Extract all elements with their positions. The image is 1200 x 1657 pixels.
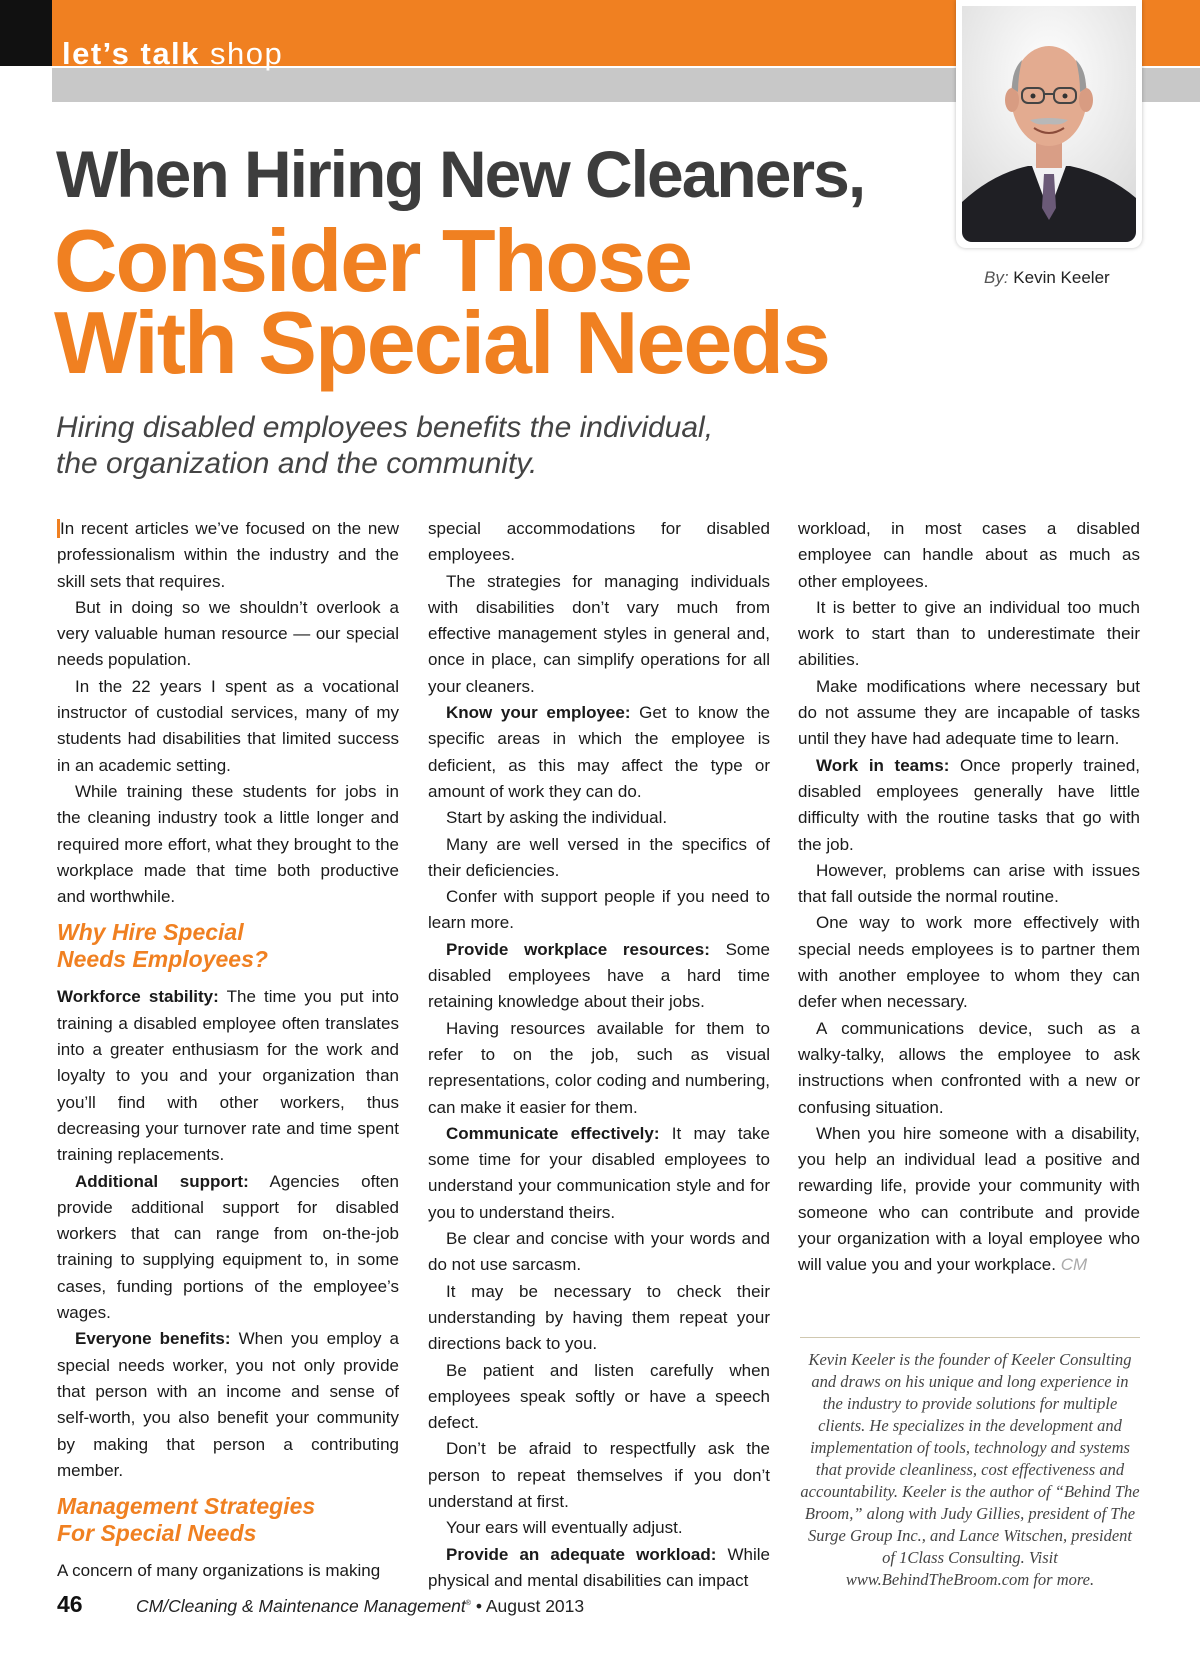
paragraph: In recent articles we’ve focused on the new professionalism within the industry and the skill sets that requires.	[57, 519, 399, 591]
header-orange-bar-right	[1142, 0, 1200, 66]
section-label: let’s talk shop	[62, 36, 284, 71]
paragraph: Start by asking the individual.	[446, 808, 668, 828]
paragraph: Your ears will eventually adjust.	[446, 1518, 683, 1538]
paragraph: In the 22 years I spent as a vocational instructor of custodial services, many of my students had disabilities that limited success in an academic setting.	[57, 676, 399, 775]
footer-publication: CM/Cleaning & Maintenance Management® • August 2013	[136, 1596, 585, 1616]
paragraph: But in doing so we shouldn’t overlook a very valuable human resource — our special needs population.	[57, 597, 399, 670]
byline: By: Kevin Keeler	[984, 268, 1110, 287]
paragraph: Make modifications where necessary but do not assume they are incapable of tasks until they have had adequate time to learn.	[798, 676, 1140, 749]
paragraph: However, problems can arise with issues that fall outside the normal routine.	[798, 860, 1140, 907]
paragraph: Don’t be afraid to respectfully ask the person to repeat themselves if you don’t understand at first.	[428, 1439, 770, 1511]
paragraph: Be clear and concise with your words and do not use sarcasm.	[428, 1229, 770, 1275]
paragraph: Be patient and listen carefully when employees speak softly or have a speech defect.	[428, 1360, 770, 1433]
paragraph: It is better to give an individual too much work to start than to underestimate their abilities.	[798, 597, 1140, 670]
headline-line-2: Consider Those	[54, 211, 691, 310]
end-mark: CM	[1060, 1255, 1088, 1275]
paragraph: When you hire someone with a disability, you help an individual lead a positive and rewarding life, provide your community with someone who can contribute and provide your organization with a loyal employee who will value you and your workplace. CM	[798, 1123, 1140, 1275]
paragraph: Additional support: Agencies often provide additional support for disabled workers that can range from on-the-job training to supplying equipment to, in some cases, funding portions of the employee’s wages.	[57, 1171, 399, 1323]
paragraph: It may be necessary to check their understanding by having them repeat your directions back to you.	[428, 1281, 770, 1354]
header-black-tab	[0, 0, 52, 66]
column-3	[798, 516, 1140, 1279]
author-photo	[962, 6, 1136, 242]
paragraph: Provide an adequate workload: While physical and mental disabilities can impact	[428, 1544, 771, 1590]
bio-divider	[800, 1337, 1140, 1338]
paragraph: Workforce stability: The time you put into training a disabled employee often translates into a greater enthusiasm for the work and loyalty to you and your organization than you’ll find with other workers, thus decreasing your turnover rate and time spent training replacements.	[57, 987, 399, 1165]
column-1	[57, 516, 399, 1584]
paragraph: Know your employee: Get to know the specific areas in which the employee is deficient, as this may affect the type or amount of work they can do.	[428, 703, 770, 801]
column-2	[428, 516, 770, 1594]
paragraph: special accommodations for disabled employees.	[428, 519, 770, 565]
paragraph: A concern of many organizations is making	[57, 1561, 381, 1581]
headline-line-1: When Hiring New Cleaners,	[56, 137, 865, 211]
header-gray-bar-right	[1142, 68, 1200, 102]
paragraph: Confer with support people if you need to learn more.	[428, 887, 770, 933]
subheading: Management Strategies For Special Needs	[57, 1493, 316, 1547]
paragraph: A communications device, such as a walky-talky, allows the employee to ask instructions when confronted with a new or confusing situation.	[798, 1018, 1140, 1117]
header-gray-bar	[52, 68, 956, 102]
paragraph: One way to work more effectively with special needs employees is to partner them with another employee to whom they can defer when necessary.	[798, 913, 1140, 1012]
paragraph: The strategies for managing individuals with disabilities don’t vary much from effective management styles in general and, once in place, can simplify operations for all your cleaners.	[428, 571, 770, 696]
paragraph: Communicate effectively: It may take some time for your disabled employees to understand your communication style and for you to understand theirs.	[428, 1123, 770, 1222]
paragraph: Having resources available for them to refer to on the job, such as visual representations, color coding and numbering, can make it easier for them.	[428, 1018, 770, 1117]
page-number: 46	[57, 1591, 83, 1617]
deck: Hiring disabled employees benefits the individual, the organization and the community.	[56, 411, 714, 480]
subheading: Why Hire Special Needs Employees?	[57, 919, 268, 973]
paragraph: Provide workplace resources: Some disabled employees have a hard time retaining knowledge about their jobs.	[428, 939, 770, 1012]
paragraph: While training these students for jobs in the cleaning industry took a little longer and required more effort, what they brought to the workplace made that time both productive and worthwhile.	[57, 781, 399, 907]
paragraph: Many are well versed in the specifics of their deficiencies.	[428, 834, 770, 880]
paragraph: Everyone benefits: When you employ a special needs worker, you not only provide that person with an income and sense of self-worth, you also benefit your community by making that person a contributing member.	[57, 1329, 400, 1480]
paragraph: Work in teams: Once properly trained, disabled employees generally have little difficulty with the routine tasks that go with the job.	[798, 755, 1140, 854]
headline-line-3: With Special Needs	[54, 293, 829, 392]
paragraph: workload, in most cases a disabled employee can handle about as much as other employees.	[798, 519, 1140, 591]
author-bio: Kevin Keeler is the founder of Keeler Consulting and draws on his unique and long experience in the industry to provide solutions for multiple clients. He specializes in the development and implementation of tools, technology and systems that provide cleanliness, cost effectiveness and accountability. Keeler is the author of “Behind The Broom,” along with Judy Gillies, president of The Surge Group Inc., and Lance Witschen, president of 1Class Consulting. Visit www.BehindTheBroom.com for more.	[800, 1350, 1140, 1589]
